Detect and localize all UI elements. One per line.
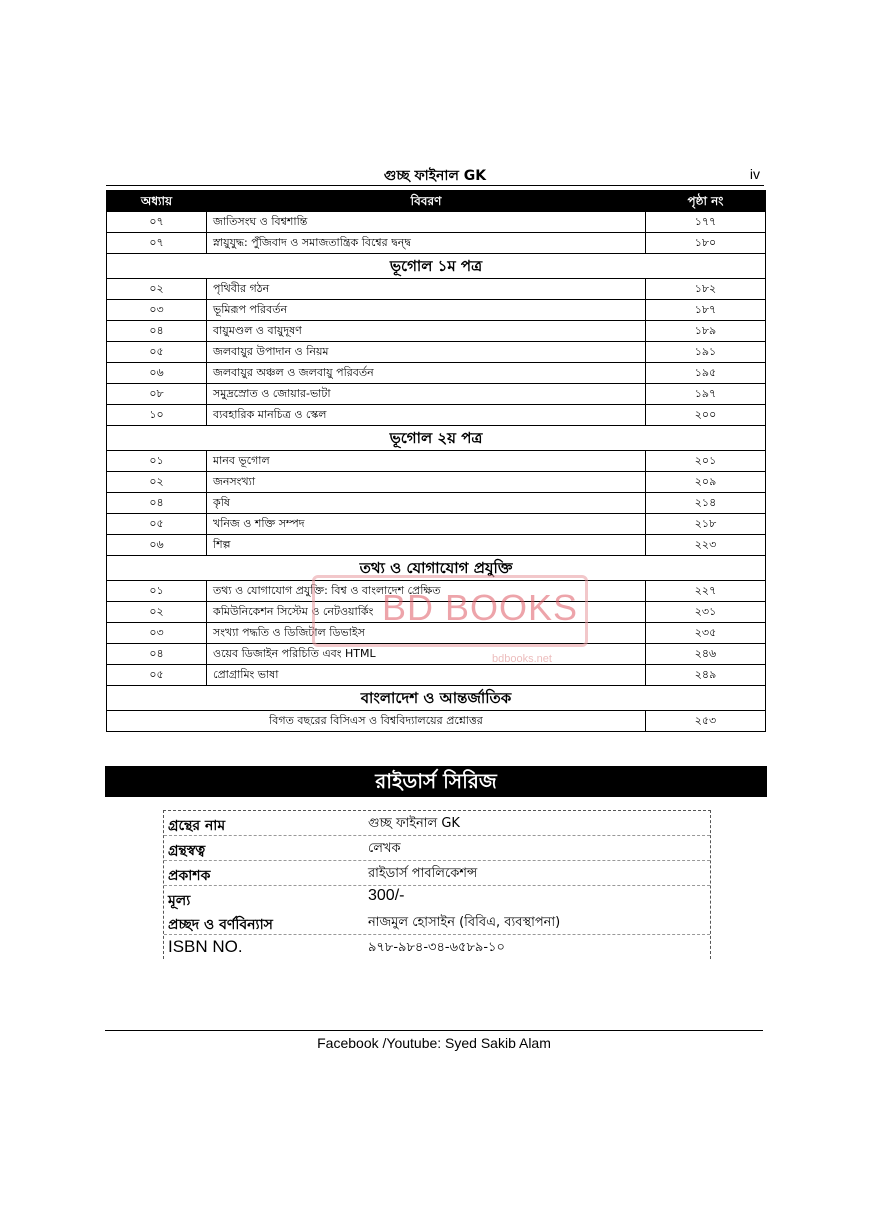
page-cell: ১৮২ [646,279,766,300]
chapter-cell: ০২ [107,602,207,623]
watermark [312,575,582,665]
page-cell: ২৩৫ [646,623,766,644]
chapter-cell: ০৬ [107,363,207,384]
chapter-cell: ০৬ [107,535,207,556]
info-row [164,811,710,836]
page-cell: ২৫৩ [646,711,766,732]
chapter-cell: ০১ [107,451,207,472]
info-value: লেখক [368,841,401,856]
footer-rule [105,1030,763,1031]
page-cell: ১৯৫ [646,363,766,384]
chapter-cell: ০৭ [107,212,207,233]
description-cell: স্নায়ুযুদ্ধ: পুঁজিবাদ ও সমাজতান্ত্রিক বিশ্বের দ্বন্দ্ব [207,233,646,254]
book-title: গুচ্ছ ফাইনাল GK [383,168,487,184]
page-header [106,164,764,186]
page-cell: ১৯৭ [646,384,766,405]
chapter-cell: ০২ [107,472,207,493]
info-row [164,836,710,861]
toc-header-row [107,191,766,212]
info-value: গুচ্ছ ফাইনাল GK [368,816,460,831]
page-cell: ১৮৯ [646,321,766,342]
page-cell: ২৪৯ [646,665,766,686]
page-cell: ২৪৬ [646,644,766,665]
info-value: 300/- [368,887,405,904]
chapter-cell: ০৮ [107,384,207,405]
table-row [107,384,766,405]
table-row [107,472,766,493]
chapter-cell: ০৪ [107,644,207,665]
description-cell: মানব ভূগোল [207,451,646,472]
footer-text: Facebook /Youtube: Syed Sakib Alam [317,1035,551,1051]
page-cell: ২১৮ [646,514,766,535]
chapter-cell: ০৫ [107,342,207,363]
description-cell: ওয়েব ডিজাইন পরিচিতি এবং HTML [207,644,646,665]
col-page: পৃষ্ঠা নং [646,191,766,212]
section-heading [107,254,766,279]
description-cell: ব্যবহারিক মানচিত্র ও স্কেল [207,405,646,426]
page-cell: ২১৪ [646,493,766,514]
chapter-cell: ০৫ [107,514,207,535]
watermark-text: BD BOOKS [382,587,579,628]
info-row [164,935,710,959]
chapter-cell: ০২ [107,279,207,300]
table-row [107,405,766,426]
page-cell: ২৩১ [646,602,766,623]
info-label: প্রচ্ছদ ও বর্ণবিন্যাস [168,917,273,933]
book-info [163,810,711,959]
header-rule [106,185,764,186]
page-cell: ২০১ [646,451,766,472]
section-heading [107,426,766,451]
table-row [107,300,766,321]
page-number: iv [749,166,760,182]
chapter-cell: ০৪ [107,321,207,342]
description-cell: সমুদ্রস্রোত ও জোয়ার-ভাটা [207,384,646,405]
table-of-contents [106,190,766,732]
info-value: রাইডার্স পাবলিকেশন্স [368,866,478,881]
info-row [164,910,710,935]
description-cell: বিগত বছরের বিসিএস ও বিশ্ববিদ্যালয়ের প্রশ্নোত্তর [107,711,646,732]
page-cell: ২২৩ [646,535,766,556]
description-cell: বায়ুমণ্ডল ও বায়ুদূষণ [207,321,646,342]
description-cell: জলবায়ুর অঞ্চল ও জলবায়ু পরিবর্তন [207,363,646,384]
chapter-cell: ০৪ [107,493,207,514]
page-cell: ১৮৭ [646,300,766,321]
page-cell: ২০৯ [646,472,766,493]
info-value: নাজমুল হোসাইন (বিবিএ, ব্যবস্থাপনা) [368,915,561,930]
table-row [107,535,766,556]
table-row [107,451,766,472]
info-label: মূল্য [168,893,191,909]
description-cell: প্রোগ্রামিং ভাষা [207,665,646,686]
col-chapter: অধ্যায় [107,191,207,212]
info-row [164,861,710,886]
section-title: তথ্য ও যোগাযোগ প্রযুক্তি [107,556,766,581]
page-cell: ২২৭ [646,581,766,602]
page-cell: ১৭৭ [646,212,766,233]
info-row [164,886,710,910]
description-cell: জলবায়ুর উপাদান ও নিয়ম [207,342,646,363]
table-row [107,279,766,300]
description-cell: সংখ্যা পদ্ধতি ও ডিজিটাল ডিভাইস [207,623,646,644]
table-row [107,212,766,233]
chapter-cell: ০৫ [107,665,207,686]
chapter-cell: ০১ [107,581,207,602]
description-cell: তথ্য ও যোগাযোগ প্রযুক্তি: বিশ্ব ও বাংলাদেশ প্রেক্ষিত [207,581,646,602]
description-cell: কমিউনিকেশন সিস্টেম ও নেটওয়ার্কিং [207,602,646,623]
info-label: প্রকাশক [168,868,211,884]
section-title: বাংলাদেশ ও আন্তর্জাতিক [107,686,766,711]
info-label: গ্রন্থস্বত্ব [168,843,206,859]
series-title: রাইডার্স সিরিজ [105,766,767,797]
table-row [107,342,766,363]
description-cell: ভূমিরূপ পরিবর্তন [207,300,646,321]
description-cell: কৃষি [207,493,646,514]
description-cell: শিল্প [207,535,646,556]
col-description: বিবরণ [207,191,646,212]
info-label: গ্রন্থের নাম [168,818,226,834]
section-heading [107,686,766,711]
table-row [107,321,766,342]
description-cell: খনিজ ও শক্তি সম্পদ [207,514,646,535]
description-cell: জাতিসংঘ ও বিশ্বশান্তি [207,212,646,233]
table-row [107,493,766,514]
page-cell: ১৮০ [646,233,766,254]
watermark-url: bdbooks.net [492,653,552,665]
table-row [107,514,766,535]
section-title: ভূগোল ১ম পত্র [107,254,766,279]
chapter-cell: ০৩ [107,623,207,644]
description-cell: পৃথিবীর গঠন [207,279,646,300]
table-row [107,363,766,384]
table-row [107,711,766,732]
chapter-cell: ০৭ [107,233,207,254]
table-row [107,665,766,686]
page-cell: ১৯১ [646,342,766,363]
chapter-cell: ১০ [107,405,207,426]
description-cell: জনসংখ্যা [207,472,646,493]
section-title: ভূগোল ২য় পত্র [107,426,766,451]
info-value: ৯৭৮-৯৮৪-৩৪-৬৫৮৯-১০ [368,940,505,955]
page-cell: ২০০ [646,405,766,426]
chapter-cell: ০৩ [107,300,207,321]
info-label: ISBN NO. [168,937,243,956]
table-row [107,233,766,254]
